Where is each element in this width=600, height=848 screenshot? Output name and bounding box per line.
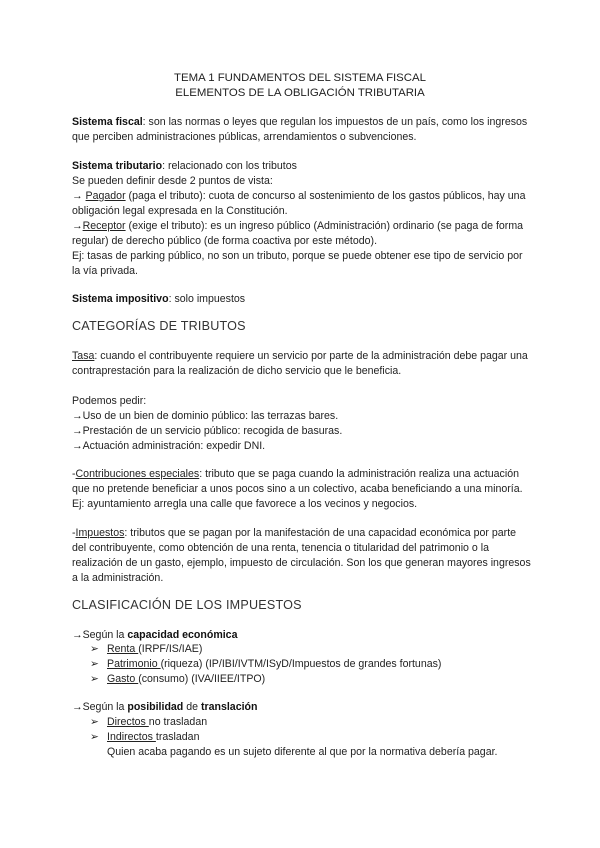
bullet-arrow-icon: ➢ [90,731,99,743]
podemos-intro: Podemos pedir: [72,395,147,407]
impuestos-dash: - [72,527,76,539]
podemos-item-3: →Actuación administración: expedir DNI. [72,440,266,452]
renta-text: (IRPF/IS/IAE) [138,643,203,655]
indirectos-term: Indirectos [107,731,156,743]
podemos-item-2: →Prestación de un servicio público: recogida de basuras. [72,425,343,437]
translacion-note: Quien acaba pagando es un sujeto diferente al que por la normativa debería pagar. [107,746,498,758]
impuestos-paragraph [72,526,532,586]
capacidad-prefix: →Según la [72,629,128,641]
tasa-term: Tasa [72,350,95,362]
pagador-arrow: → [72,190,86,202]
directos-text: no trasladan [148,716,208,728]
translacion-prefix: →Según la [72,701,128,713]
sistema-fiscal-text: : son las normas o leyes que regulan los impuestos de un país, como los ingresos que perciben administraciones públicas, arrendamientos o subvenciones. [72,116,528,143]
sistema-fiscal-paragraph [72,115,532,145]
heading-clasificacion: CLASIFICACIÓN DE LOS IMPUESTOS [72,598,302,612]
pagador-paragraph [72,189,532,219]
pagador-text: (paga el tributo): cuota de concurso al sostenimiento de los gastos públicos, hay una obligación legal expresada en la Constitución. [72,190,526,217]
contribuciones-paragraph [72,467,532,512]
impuestos-term: Impuestos [75,527,125,539]
pagador-term: Pagador [85,190,126,202]
contribuciones-term: Contribuciones especiales [75,468,200,480]
title-line-2: ELEMENTOS DE LA OBLIGACIÓN TRIBUTARIA [175,87,425,99]
capacidad-heading [72,628,532,643]
capacidad-item-renta [90,642,202,657]
patrimonio-text: (riqueza) (IP/IBI/IVTM/ISyD/Impuestos de grandes fortunas) [160,658,442,670]
receptor-term: Receptor [82,220,126,232]
bullet-arrow-icon: ➢ [90,643,99,655]
sistema-impositivo-line [72,292,532,307]
translacion-mid: de [183,701,201,713]
indirectos-text: trasladan [155,731,200,743]
ejemplo-paragraph: Ej: tasas de parking público, no son un tributo, porque se puede obtener ese tipo de servicio por la vía privada. [72,250,523,277]
bullet-arrow-icon: ➢ [90,673,99,685]
translacion-term: translación [200,701,258,713]
translacion-heading [72,700,532,715]
sistema-tributario-text: : relacionado con los tributos [162,160,297,172]
bullet-arrow-icon: ➢ [90,716,99,728]
bullet-arrow-icon: ➢ [90,658,99,670]
tasa-paragraph [72,349,532,379]
receptor-text: (exige el tributo): es un ingreso público (Administración) ordinario (se paga de forma regular) de derecho público (de forma coactiva por este método). [72,220,524,247]
capacidad-item-gasto [90,672,265,687]
gasto-text: (consumo) (IVA/IIEE/ITPO) [138,673,266,685]
puntos-de-vista-line: Se pueden definir desde 2 puntos de vista: [72,175,273,187]
tasa-text: : cuando el contribuyente requiere un servicio por parte de la administración debe pagar una contraprestación para la realización de dicho servicio que le beneficia. [72,350,528,377]
directos-term: Directos [107,716,149,728]
sistema-impositivo-term: Sistema impositivo [72,293,169,305]
capacidad-item-patrimonio [90,657,441,672]
capacidad-term: capacidad económica [127,629,238,641]
gasto-term: Gasto [107,673,139,685]
title-line-1: TEMA 1 FUNDAMENTOS DEL SISTEMA FISCAL [174,72,426,84]
sistema-tributario-line [72,159,532,174]
heading-categorias: CATEGORÍAS DE TRIBUTOS [72,319,246,333]
patrimonio-term: Patrimonio [107,658,161,670]
sistema-fiscal-term: Sistema fiscal [72,116,143,128]
sistema-impositivo-text: : solo impuestos [168,293,246,305]
translacion-item-directos [90,715,207,730]
receptor-arrow: → [72,220,83,232]
impuestos-text: : tributos que se pagan por la manifestación de una capacidad económica por parte del contribuyente, como obtención de una renta, tenencia o titularidad del patrimonio o la realización de un gasto, ejemplo, impuesto de circulación. Son los que generan mayores ingresos a la administración. [72,527,531,584]
podemos-item-1: →Uso de un bien de dominio público: las terrazas bares. [72,410,339,422]
receptor-paragraph [72,219,532,249]
translacion-item-indirectos [90,730,199,745]
contribuciones-text: : tributo que se paga cuando la administración realiza una actuación que no pretende beneficiar a unos pocos sino a un colectivo, acaba beneficiando a una minoría. Ej: ayuntamiento arregla una calle que favorece a los vecinos y negocios. [72,468,523,510]
contribuciones-dash: - [72,468,76,480]
sistema-tributario-term: Sistema tributario [72,160,163,172]
renta-term: Renta [107,643,139,655]
posibilidad-term: posibilidad [127,701,184,713]
